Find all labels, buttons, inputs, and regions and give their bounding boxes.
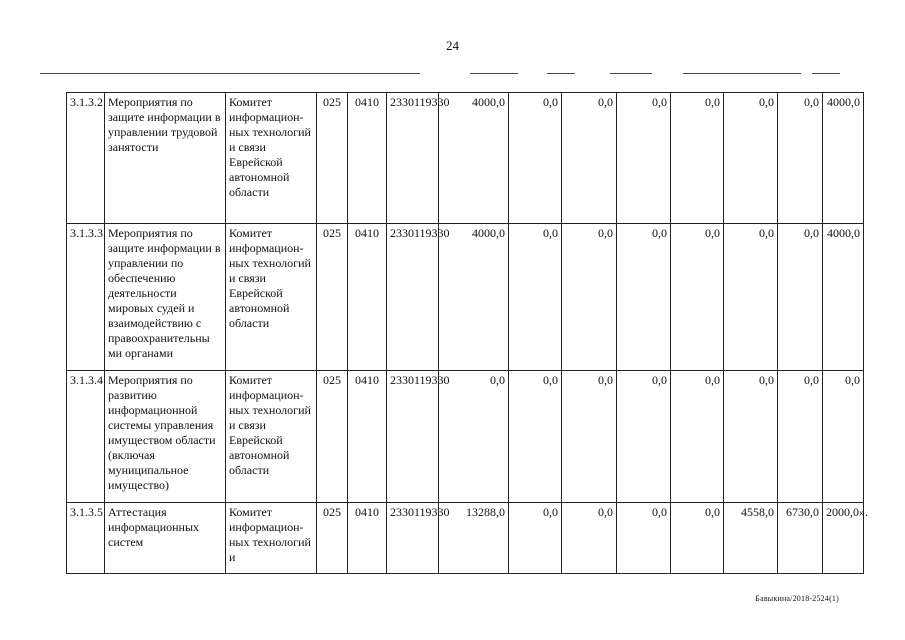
- year-value: 0,0: [671, 371, 724, 503]
- activity-name: Аттестация информационных систем: [105, 503, 226, 574]
- table-row: [67, 503, 864, 574]
- document-code: Бавыкина/2018-2524(1): [755, 594, 839, 603]
- table-row: [67, 93, 864, 224]
- year-value: 4558,0: [724, 503, 778, 574]
- total-value: 13288,0: [439, 503, 509, 574]
- item-number: 3.1.3.4: [67, 371, 105, 503]
- item-number: 3.1.3.3: [67, 224, 105, 371]
- year-value: 4000,0: [823, 224, 864, 371]
- year-value: 0,0: [778, 224, 823, 371]
- table-row: [67, 224, 864, 371]
- csr-code: 2330119330: [387, 371, 439, 503]
- csr-code: 2330119330: [387, 93, 439, 224]
- grbs-code: 025: [317, 371, 348, 503]
- rzpr-code: 0410: [348, 224, 387, 371]
- executor: Комитет информацион-ных технологий и: [226, 503, 317, 574]
- year-value: 2000,0».: [823, 503, 864, 574]
- year-value: 0,0: [562, 224, 617, 371]
- rzpr-code: 0410: [348, 93, 387, 224]
- year-value: 0,0: [562, 93, 617, 224]
- activity-name: Мероприятия по развитию информационной системы управления имуществом области (включая муниципальное имущество): [105, 371, 226, 503]
- year-value: 0,0: [778, 93, 823, 224]
- year-value: 0,0: [724, 371, 778, 503]
- item-number: 3.1.3.2: [67, 93, 105, 224]
- item-number: 3.1.3.5: [67, 503, 105, 574]
- year-value: 0,0: [778, 371, 823, 503]
- grbs-code: 025: [317, 503, 348, 574]
- activity-name: Мероприятия по защите информации в управлении по обеспечению деятельности мировых судей и взаимодействию с правоохранительны ми органами: [105, 224, 226, 371]
- grbs-code: 025: [317, 93, 348, 224]
- header-rule: [470, 73, 518, 74]
- year-value: 0,0: [823, 371, 864, 503]
- year-value: 0,0: [562, 371, 617, 503]
- executor: Комитет информацион-ных технологий и связи Еврейской автономной области: [226, 93, 317, 224]
- header-rule: [547, 73, 575, 74]
- csr-code: 2330119330: [387, 224, 439, 371]
- csr-code: 2330119330: [387, 503, 439, 574]
- year-value: 0,0: [724, 93, 778, 224]
- header-rule: [40, 73, 420, 74]
- total-value: 0,0: [439, 371, 509, 503]
- total-value: 4000,0: [439, 224, 509, 371]
- page-number: 24: [446, 38, 459, 53]
- rzpr-code: 0410: [348, 503, 387, 574]
- year-value: 0,0: [671, 503, 724, 574]
- header-rule: [683, 73, 801, 74]
- year-value: 0,0: [617, 503, 671, 574]
- year-value: 0,0: [671, 93, 724, 224]
- header-rule: [812, 73, 840, 74]
- year-value: 0,0: [509, 371, 562, 503]
- table-row: [67, 371, 864, 503]
- year-value: 0,0: [509, 93, 562, 224]
- budget-table: [66, 92, 868, 574]
- executor: Комитет информацион-ных технологий и связи Еврейской автономной области: [226, 371, 317, 503]
- year-value: 0,0: [617, 371, 671, 503]
- executor: Комитет информацион-ных технологий и связи Еврейской автономной области: [226, 224, 317, 371]
- year-value: 0,0: [509, 224, 562, 371]
- year-value: 0,0: [671, 224, 724, 371]
- year-value: 4000,0: [823, 93, 864, 224]
- year-value: 0,0: [617, 93, 671, 224]
- activity-name: Мероприятия по защите информации в управлении трудовой занятости: [105, 93, 226, 224]
- rzpr-code: 0410: [348, 371, 387, 503]
- year-value: 0,0: [724, 224, 778, 371]
- total-value: 4000,0: [439, 93, 509, 224]
- year-value: 0,0: [562, 503, 617, 574]
- header-rule: [610, 73, 652, 74]
- year-value: 6730,0: [778, 503, 823, 574]
- year-value: 0,0: [509, 503, 562, 574]
- grbs-code: 025: [317, 224, 348, 371]
- year-value: 0,0: [617, 224, 671, 371]
